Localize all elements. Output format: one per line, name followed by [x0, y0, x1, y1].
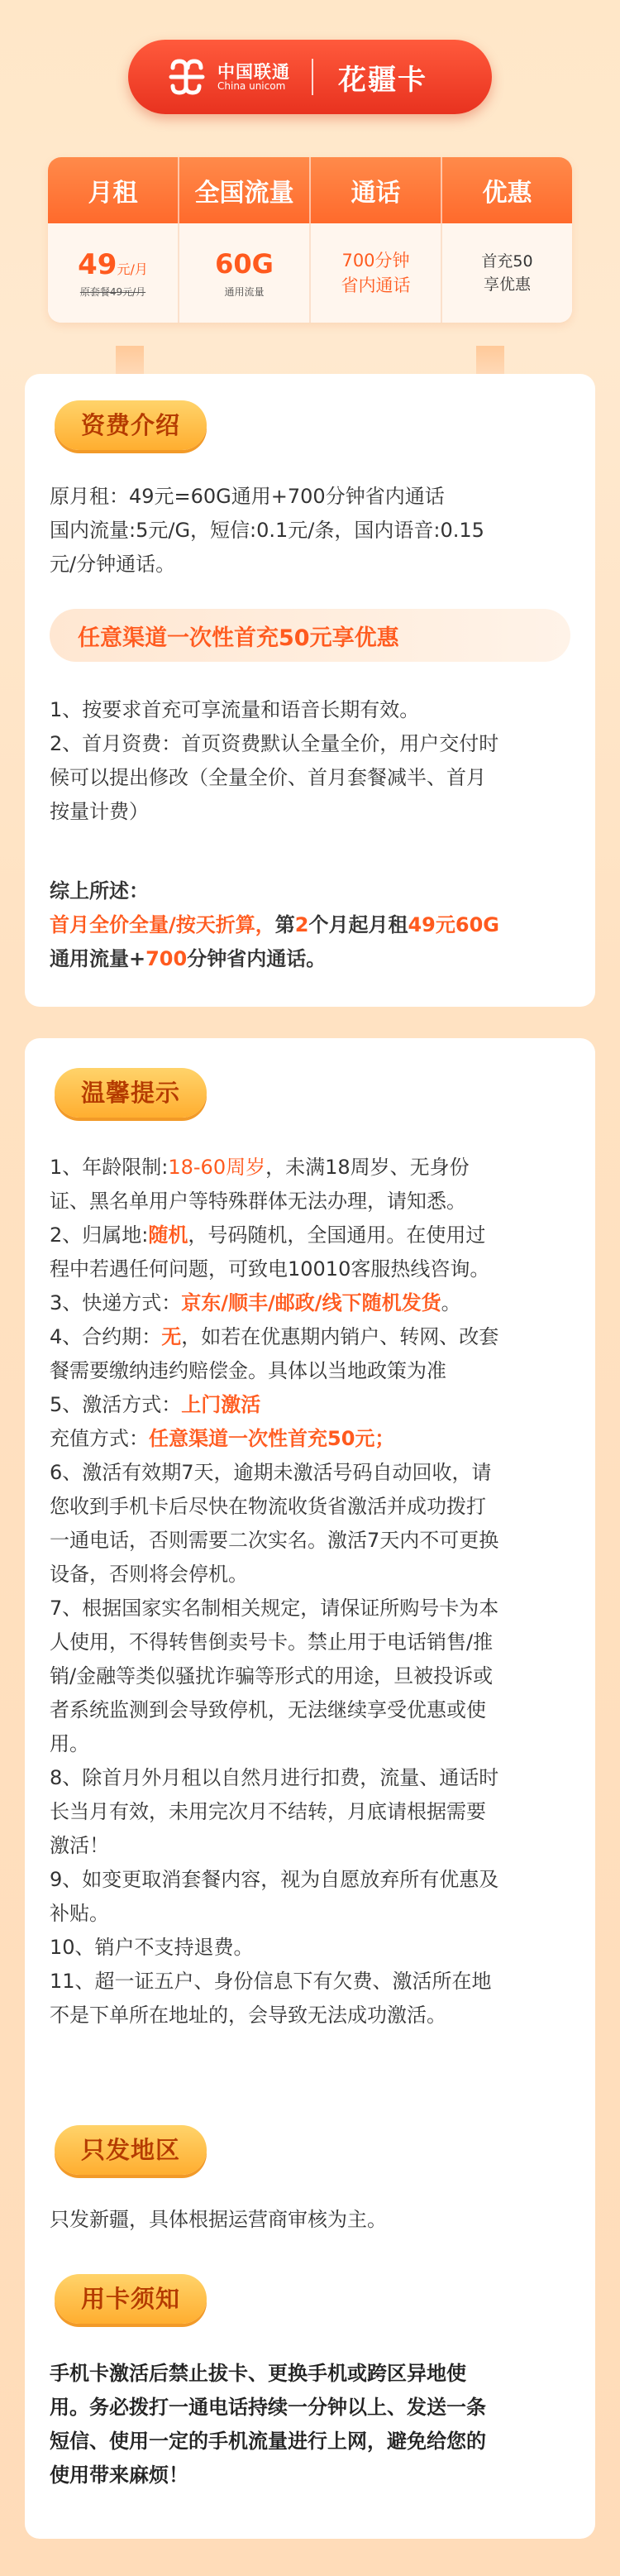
summary-part: 700 — [145, 947, 188, 970]
tip-line: 11、超一证五户、身份信息下有欠费、激活所在地 — [50, 1970, 492, 1993]
tip-text: 5、激活方式： — [50, 1393, 182, 1416]
tip-highlight: 无 — [161, 1325, 182, 1348]
tip-line: 长当月有效，未用完次月不结转，月底请根据需要 — [50, 1800, 486, 1823]
usage-notice-badge: 用卡须知 — [55, 2274, 207, 2324]
promo-value — [481, 250, 532, 297]
fee-policy-line: 1、按要求首充可享流量和语音长期有效。 — [50, 698, 420, 721]
area-badge: 只发地区 — [55, 2125, 207, 2175]
tip-line: 激活！ — [50, 1834, 109, 1857]
usage-line: 使用带来麻烦！ — [50, 2463, 188, 2487]
flow-sub-label: 通用流量 — [224, 285, 265, 298]
tip-text: ，未满18周岁、无身份 — [265, 1156, 470, 1179]
usage-notice-text — [50, 2357, 587, 2492]
plan-cell-call — [311, 223, 442, 323]
summary-part: 通用流量+ — [50, 947, 146, 970]
price-number: 49 — [78, 247, 117, 281]
tip-line — [50, 1388, 587, 1422]
plan-table — [48, 157, 572, 323]
promo-line-2: 享优惠 — [483, 275, 531, 294]
fee-policy-text — [50, 693, 579, 829]
tip-line — [50, 1219, 587, 1252]
tips-badge: 温馨提示 — [55, 1068, 207, 1118]
tip-highlight: 京东/顺丰/邮政/线下随机发货 — [181, 1291, 441, 1314]
plan-header-row — [48, 157, 572, 223]
plan-cell-promo — [442, 223, 572, 323]
summary-line-1 — [50, 908, 579, 942]
summary-line-2 — [50, 942, 579, 976]
tip-line: 设备，否则将会停机。 — [50, 1563, 248, 1586]
tip-line: 6、激活有效期7天，逾期未激活号码自动回收，请 — [50, 1461, 492, 1484]
tip-line: 销/金融等类似骚扰诈骗等形式的用途，旦被投诉或 — [50, 1664, 494, 1688]
tips-list — [50, 1151, 587, 2033]
fee-intro-badge: 资费介绍 — [55, 400, 207, 450]
tips-card — [25, 1038, 595, 2539]
plan-header-flow: 全国流量 — [179, 157, 311, 223]
tip-line: 一通电话，否则需要二次实名。激活7天内不可更换 — [50, 1529, 499, 1552]
fee-line: 原月租：49元=60G通用+700分钟省内通话 — [50, 485, 445, 508]
tip-line: 不是下单所在地址的，会导致无法成功激活。 — [50, 2004, 446, 2027]
tip-text: 2、归属地: — [50, 1223, 149, 1247]
usage-line: 用。务必拨打一通电话持续一分钟以上、发送一条 — [50, 2396, 486, 2419]
tip-line: 10、销户不支持退费。 — [50, 1936, 254, 1959]
brand-name-zh: 中国联通 — [217, 61, 290, 82]
flow-value: 60G — [215, 247, 274, 280]
tip-line — [50, 1151, 587, 1185]
tip-text: 3、快递方式： — [50, 1291, 182, 1314]
usage-line: 短信、使用一定的手机流量进行上网，避免给您的 — [50, 2430, 486, 2453]
monthly-price — [78, 248, 148, 281]
tip-text: ，号码随机，全国通用。在使用过 — [188, 1223, 486, 1247]
fee-intro-card — [25, 374, 595, 1007]
summary-part: 49元60G — [408, 913, 499, 936]
fee-line: 元/分钟通话。 — [50, 553, 176, 576]
fee-policy-line: 候可以提出修改（全量全价、首月套餐减半、首月 — [50, 766, 486, 789]
product-name: 花疆卡 — [338, 63, 427, 97]
summary-part: 首月全价全量/按天折算， — [50, 913, 275, 936]
tip-text: ，如若在优惠期内销户、转网、改套 — [181, 1325, 499, 1348]
tip-line: 程中若遇任何问题，可致电10010客服热线咨询。 — [50, 1257, 490, 1281]
summary-part: 分钟省内通话。 — [187, 947, 327, 970]
plan-cell-rent — [48, 223, 179, 323]
tip-line: 8、除首月外月租以自然月进行扣费，流量、通话时 — [50, 1766, 499, 1789]
call-line-2: 省内通话 — [341, 275, 411, 295]
tip-text: 充值方式： — [50, 1427, 149, 1450]
price-unit: 元/月 — [117, 261, 148, 277]
call-line-1: 700分钟 — [341, 250, 410, 271]
summary-title: 综上所述： — [50, 879, 149, 903]
tip-line: 证、黑名单用户等特殊群体无法办理，请知悉。 — [50, 1190, 466, 1213]
tip-line: 人使用，不得转售倒卖号卡。禁止用于电话销售/推 — [50, 1630, 494, 1654]
brand-header — [128, 40, 492, 114]
tip-line — [50, 1422, 587, 1456]
tip-line: 餐需要缴纳违约赔偿金。具体以当地政策为准 — [50, 1359, 446, 1382]
plan-cell-flow — [179, 223, 311, 323]
summary-part: 2 — [294, 913, 309, 936]
tip-line: 7、根据国家实名制相关规定，请保证所购号卡为本 — [50, 1597, 499, 1620]
first-recharge-banner: 任意渠道一次性首充50元享优惠 — [50, 609, 570, 662]
tip-line: 用。 — [50, 1732, 89, 1755]
tip-line: 者系统监测到会导致停机，无法继续享受优惠或使 — [50, 1698, 486, 1721]
plan-header-promo: 优惠 — [482, 179, 532, 208]
tip-highlight: 18-60周岁 — [168, 1156, 266, 1179]
call-value — [341, 248, 411, 299]
plan-header-call: 通话 — [311, 157, 442, 223]
summary-part: 个月起月租 — [308, 913, 408, 936]
fee-line: 国内流量:5元/G，短信:0.1元/条，国内语音:0.15 — [50, 519, 484, 542]
tip-line — [50, 1286, 587, 1320]
fee-intro-text — [50, 480, 579, 582]
plan-header-rent: 月租 — [48, 157, 179, 223]
area-text: 只发新疆，具体根据运营商审核为主。 — [50, 2208, 387, 2231]
usage-line: 手机卡激活后禁止拔卡、更换手机或跨区异地使 — [50, 2362, 466, 2385]
china-unicom-logo-icon — [165, 55, 209, 99]
tip-highlight: 随机 — [148, 1223, 188, 1247]
plan-value-row — [48, 223, 572, 323]
tip-line — [50, 1320, 587, 1354]
tip-text: 4、合约期： — [50, 1325, 162, 1348]
tip-highlight: 上门激活 — [181, 1393, 261, 1416]
brand-name — [217, 63, 290, 92]
brand-divider — [312, 59, 313, 95]
brand-name-en: China unicom — [217, 79, 286, 92]
fee-policy-line: 按量计费） — [50, 800, 149, 823]
tip-line: 您收到手机卡后尽快在物流收货省激活并成功拨打 — [50, 1495, 486, 1518]
fee-policy-line: 2、首月资费：首页资费默认全量全价，用户交付时 — [50, 732, 499, 755]
summary-part: 第 — [274, 913, 295, 936]
tip-line: 补贴。 — [50, 1902, 109, 1925]
fee-summary — [50, 874, 579, 976]
tip-line: 9、如变更取消套餐内容，视为自愿放弃所有优惠及 — [50, 1868, 499, 1891]
promo-line-1: 首充50 — [481, 251, 533, 271]
original-price: 原套餐49元/月 — [79, 285, 146, 298]
tip-highlight: 任意渠道一次性首充50元； — [149, 1427, 395, 1450]
tip-text: 1、年龄限制: — [50, 1156, 169, 1179]
tip-text: 。 — [441, 1291, 461, 1314]
